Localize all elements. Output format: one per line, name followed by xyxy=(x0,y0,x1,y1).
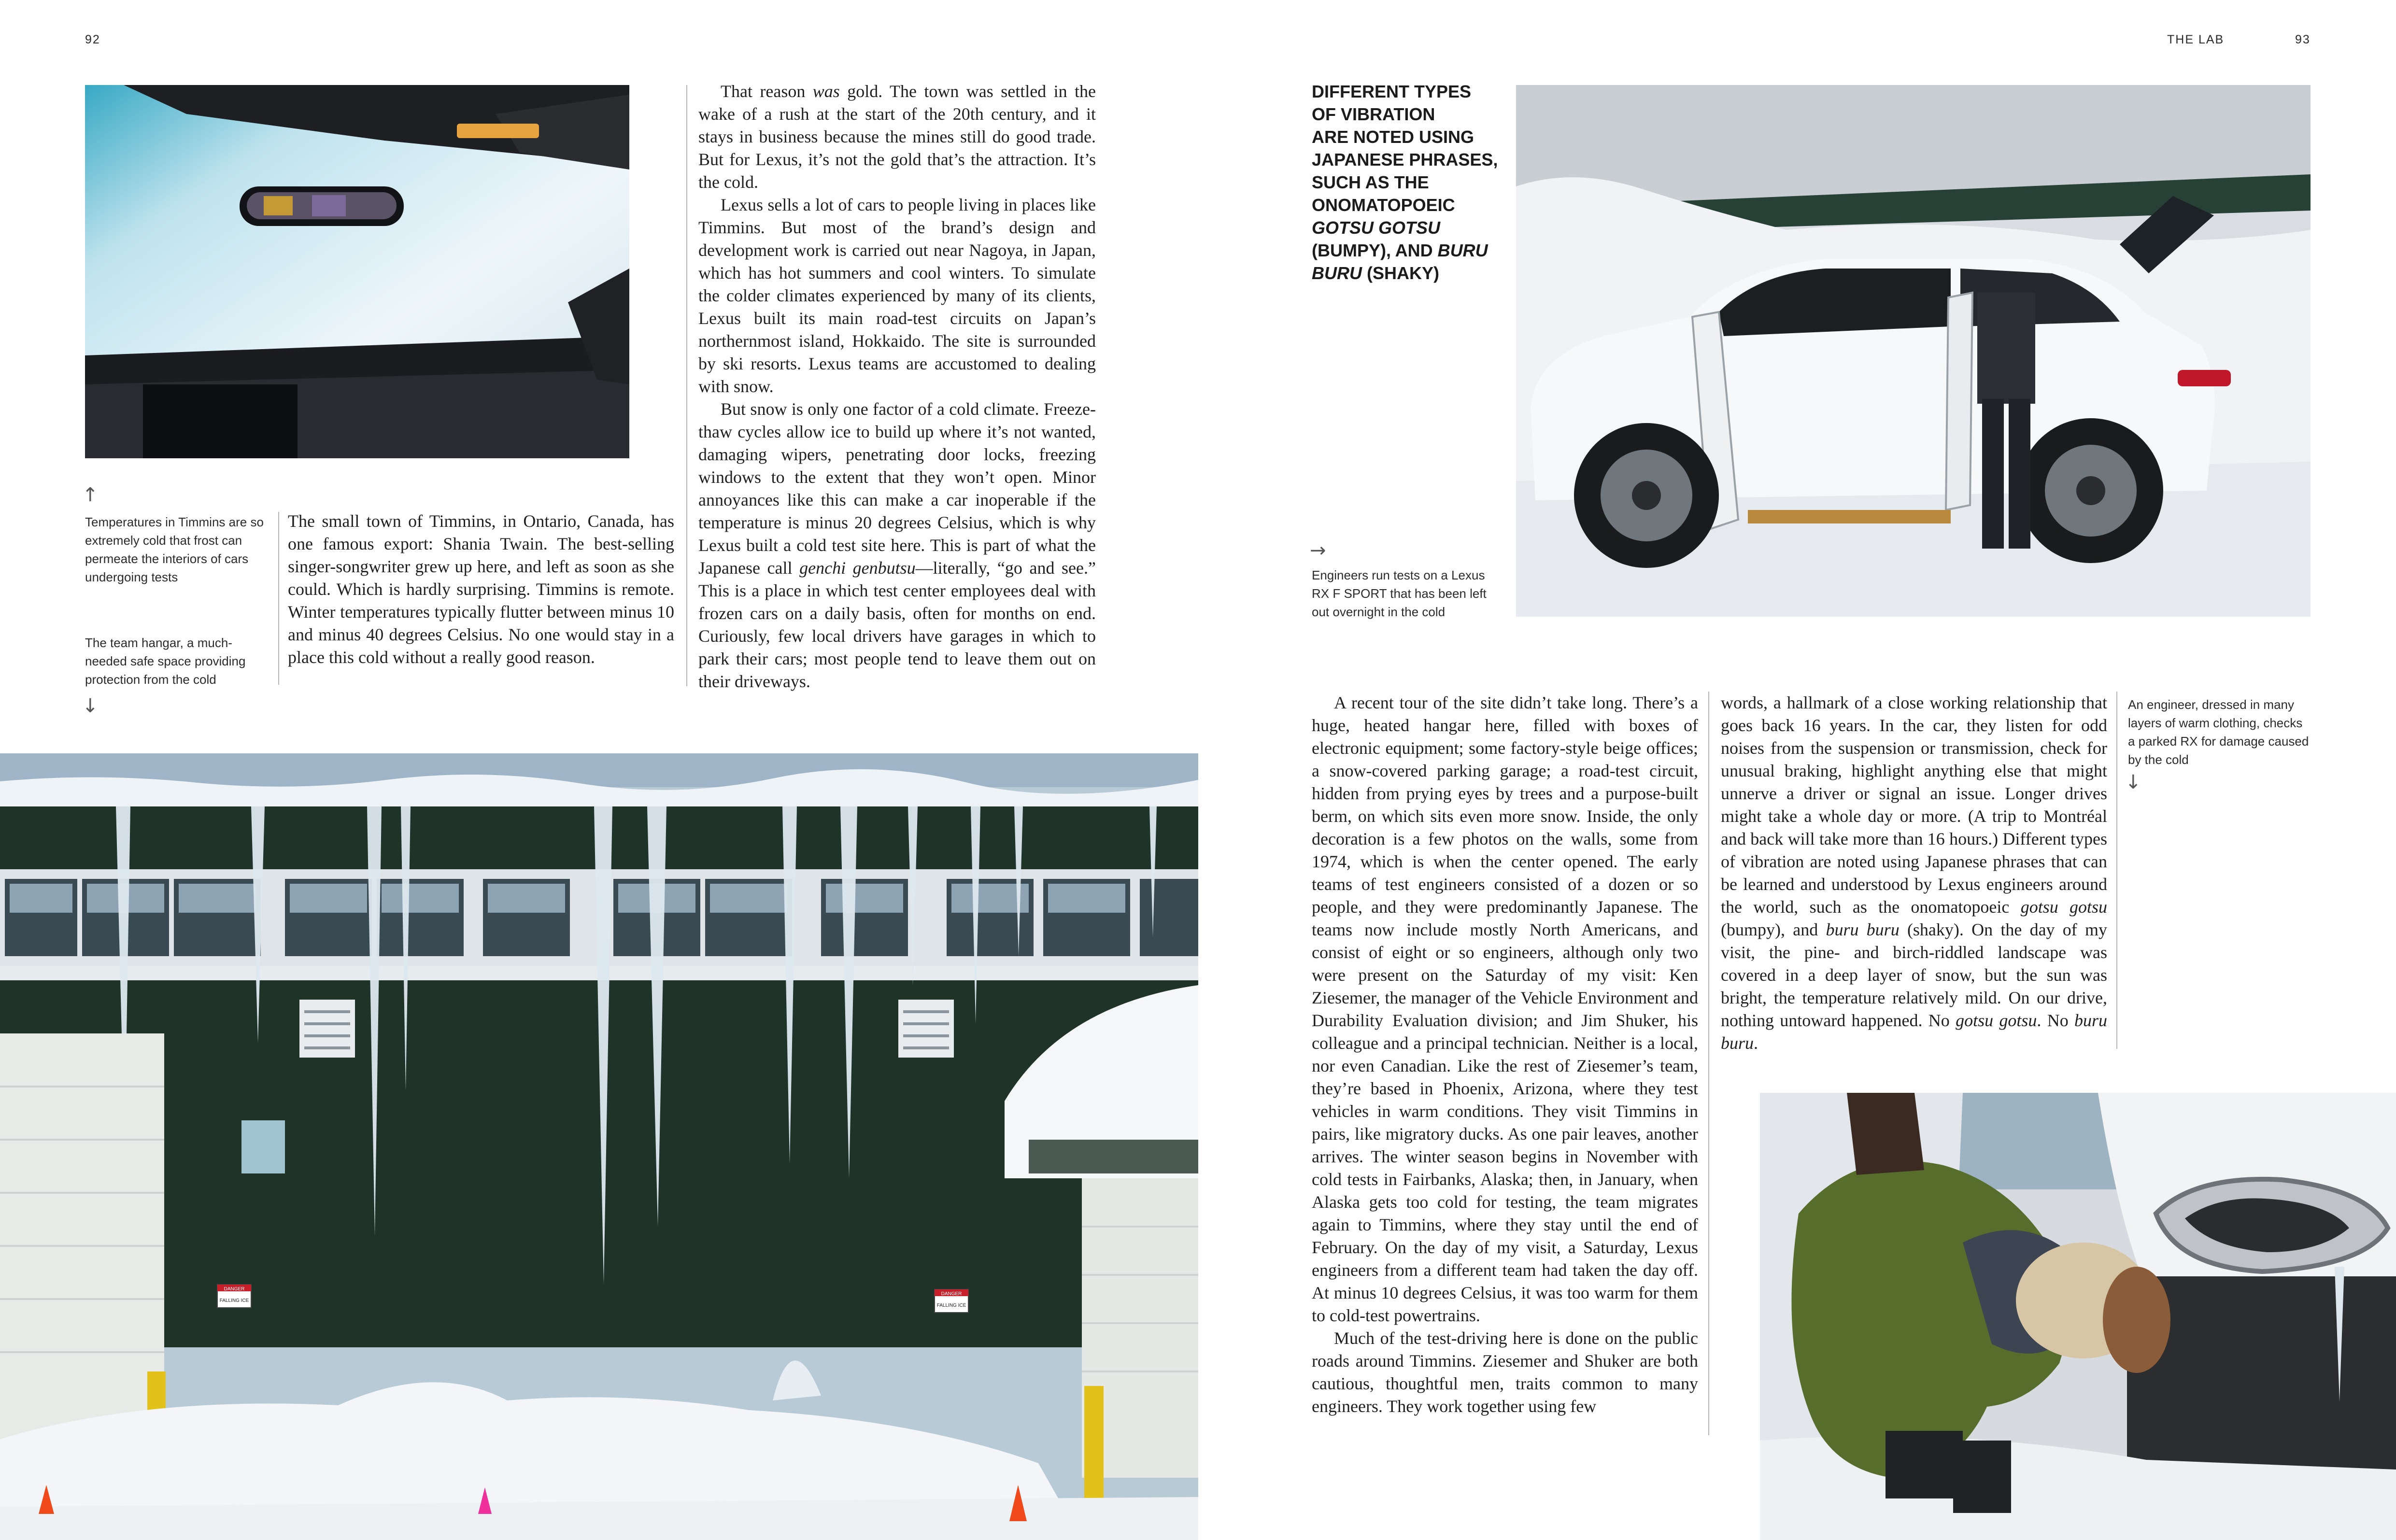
vent-left xyxy=(299,1000,355,1058)
right-page-number: 93 xyxy=(2295,33,2311,46)
right-arrow-icon: → xyxy=(1310,539,1326,562)
down-arrow-icon-right: ↓ xyxy=(2125,771,2141,793)
svg-text:DANGER: DANGER xyxy=(224,1286,245,1292)
vibration-paragraph: words, a hallmark of a close working relationship that goes back 16 years. In the car, they listen for odd noises from the suspension or transmission, check for unusual braking, highlight anything else that might unnerve a driver or signal an issue. Longer drives might take a whole day or more. (A trip to Montréal and back will take more than 16 hours.) Different types of vibration are noted using Japanese phrases that can be learned and understood by Lexus engineers around the world, such as the onomatopoeic gotsu gotsu (bumpy), and buru buru (shaky). On the day of my visit, the pine- and birch-riddled landscape was covered in a deep layer of snow, but the sun was bright, the temperature relatively mild. On our drive, nothing untoward happened. No gotsu gotsu. No buru buru. xyxy=(1721,693,2108,1053)
article-column-2 xyxy=(698,80,1096,693)
falling-ice-sign-right xyxy=(935,1289,968,1313)
engineer-photo-art xyxy=(1760,1093,2396,1540)
article-column-1 xyxy=(288,510,674,669)
column-rule-3 xyxy=(1708,692,1709,1435)
snow-paragraph: But snow is only one factor of a cold climate. Freeze-thaw cycles allow ice to build up where it’s not wanted, damaging wipers, penetrating door locks, freezing windows to the extent that they won’t open. Minor annoyances like this can make a car inoperable if the temperature is minus 20 degrees Celsius, which is why Lexus built a cold test site here. This is part of what the Japanese call genchi genbutsu—literally, “go and see.” This is a place in which test center employees deal with frozen cars on a daily basis, often for months on end. Curiously, few local drivers have garages in which to park their cars; most people tend to leave them out on their driveways. xyxy=(698,399,1096,691)
article-column-4 xyxy=(1721,692,2107,1055)
gold-paragraph: That reason was gold. The town was settled in the wake of a rush at the start of the 20th century, and it stays in business because the mines still do good trade. But for Lexus, it’s not the gold that’s the attraction. It’s the cold. xyxy=(698,82,1096,192)
up-arrow-icon: ↑ xyxy=(82,484,99,506)
suv-photo xyxy=(1516,85,2311,617)
test-driving-paragraph: Much of the test-driving here is done on the public roads around Timmins. Ziesemer and Shuker are both cautious, thoughtful men, traits common to many engineers. They work together using few xyxy=(1312,1328,1698,1416)
windshield-photo xyxy=(85,85,629,458)
pullquote: DIFFERENT TYPES OF VIBRATION ARE NOTED USING JAPANESE PHRASES, SUCH AS THE ONOMATOPOEIC GOTSU GOTSU (BUMPY), AND BURU BURU (SHAKY) xyxy=(1312,82,1498,283)
suv-photo-art xyxy=(1516,85,2311,617)
hangar-photo xyxy=(0,753,1198,1540)
column-rule-2 xyxy=(686,85,687,686)
falling-ice-sign-left xyxy=(217,1285,251,1308)
intro-paragraph: The small town of Timmins, in Ontario, Canada, has one famous export: Shania Twain. The best-selling singer-songwriter grew up here, and left as soon as she could. Which is hardly surprising. Timmins is remote. Winter temperatures typically flutter between minus 10 and minus 40 degrees Celsius. No one would stay in a place this cold without a really good reason. xyxy=(288,511,674,667)
left-page-number: 92 xyxy=(85,33,100,46)
column-rule-4 xyxy=(2116,692,2117,1049)
vent-right xyxy=(898,1000,954,1058)
suv-caption: Engineers run tests on a Lexus RX F SPORT that has been left out overnight in the cold xyxy=(1312,568,1487,619)
right-section-label: THE LAB xyxy=(2167,33,2225,46)
hangar-caption: The team hangar, a much-needed safe space providing protection from the cold xyxy=(85,636,246,687)
down-arrow-icon: ↓ xyxy=(82,695,99,717)
tour-paragraph: A recent tour of the site didn’t take long. There’s a huge, heated hangar here, filled with boxes of electronic equipment; some factory-style beige offices; a snow-covered parking garage; a road-test circuit, hidden from prying eyes by trees and a purpose-built berm, on which sits even more snow. Inside, the only decoration is a few photos on the walls, some from 1974, which is when the center opened. The early teams of test engineers consisted of a dozen or so people, and they were predominantly Japanese. The teams now include mostly North Americans, and consist of eight or so engineers, although only two were present on the Saturday of my visit: Ken Ziesemer, the manager of the Vehicle Environment and Durability Evaluation division; and Jim Shuker, his colleague and a principal technician. Neither is a local, nor even Canadian. Like the rest of Ziesemer’s team, they’re based in Phoenix, Arizona, where they test vehicles in warm conditions. They visit Timmins in pairs, like migratory ducks. As one pair leaves, another arrives. The winter season begins in November with cold tests in Fairbanks, Alaska; then, in January, when Alaska gets too cold for testing, the team migrates again to Timmins, where they stay until the end of February. On the day of my visit, a Saturday, Lexus engineers from a different team had taken the day off. At minus 10 degrees Celsius, it was too warm for them to cold-test powertrains. xyxy=(1312,693,1698,1325)
nagoya-paragraph: Lexus sells a lot of cars to people living in places like Timmins. But most of the brand’s design and development work is carried out near Nagoya, in Japan, which has hot summers and cool winters. To simulate the colder climates experienced by many of its clients, Lexus built its main road-test circuits on Japan’s northernmost island, Hokkaido. The site is surrounded by ski resorts. Lexus teams are accustomed to dealing with snow. xyxy=(698,195,1096,396)
windshield-photo-art xyxy=(85,85,629,458)
engineer-photo xyxy=(1760,1093,2396,1540)
article-column-3 xyxy=(1312,692,1698,1418)
engineer-caption: An engineer, dressed in many layers of warm clothing, checks a parked RX for damage caused by the cold xyxy=(2128,697,2309,767)
column-rule-1 xyxy=(278,512,279,685)
hangar-photo-art xyxy=(0,753,1198,1540)
svg-text:DANGER: DANGER xyxy=(941,1291,962,1297)
svg-text:FALLING ICE: FALLING ICE xyxy=(936,1303,966,1308)
windshield-caption: Temperatures in Timmins are so extremely cold that frost can permeate the interiors of cars undergoing tests xyxy=(85,515,264,584)
svg-text:FALLING ICE: FALLING ICE xyxy=(219,1298,249,1303)
